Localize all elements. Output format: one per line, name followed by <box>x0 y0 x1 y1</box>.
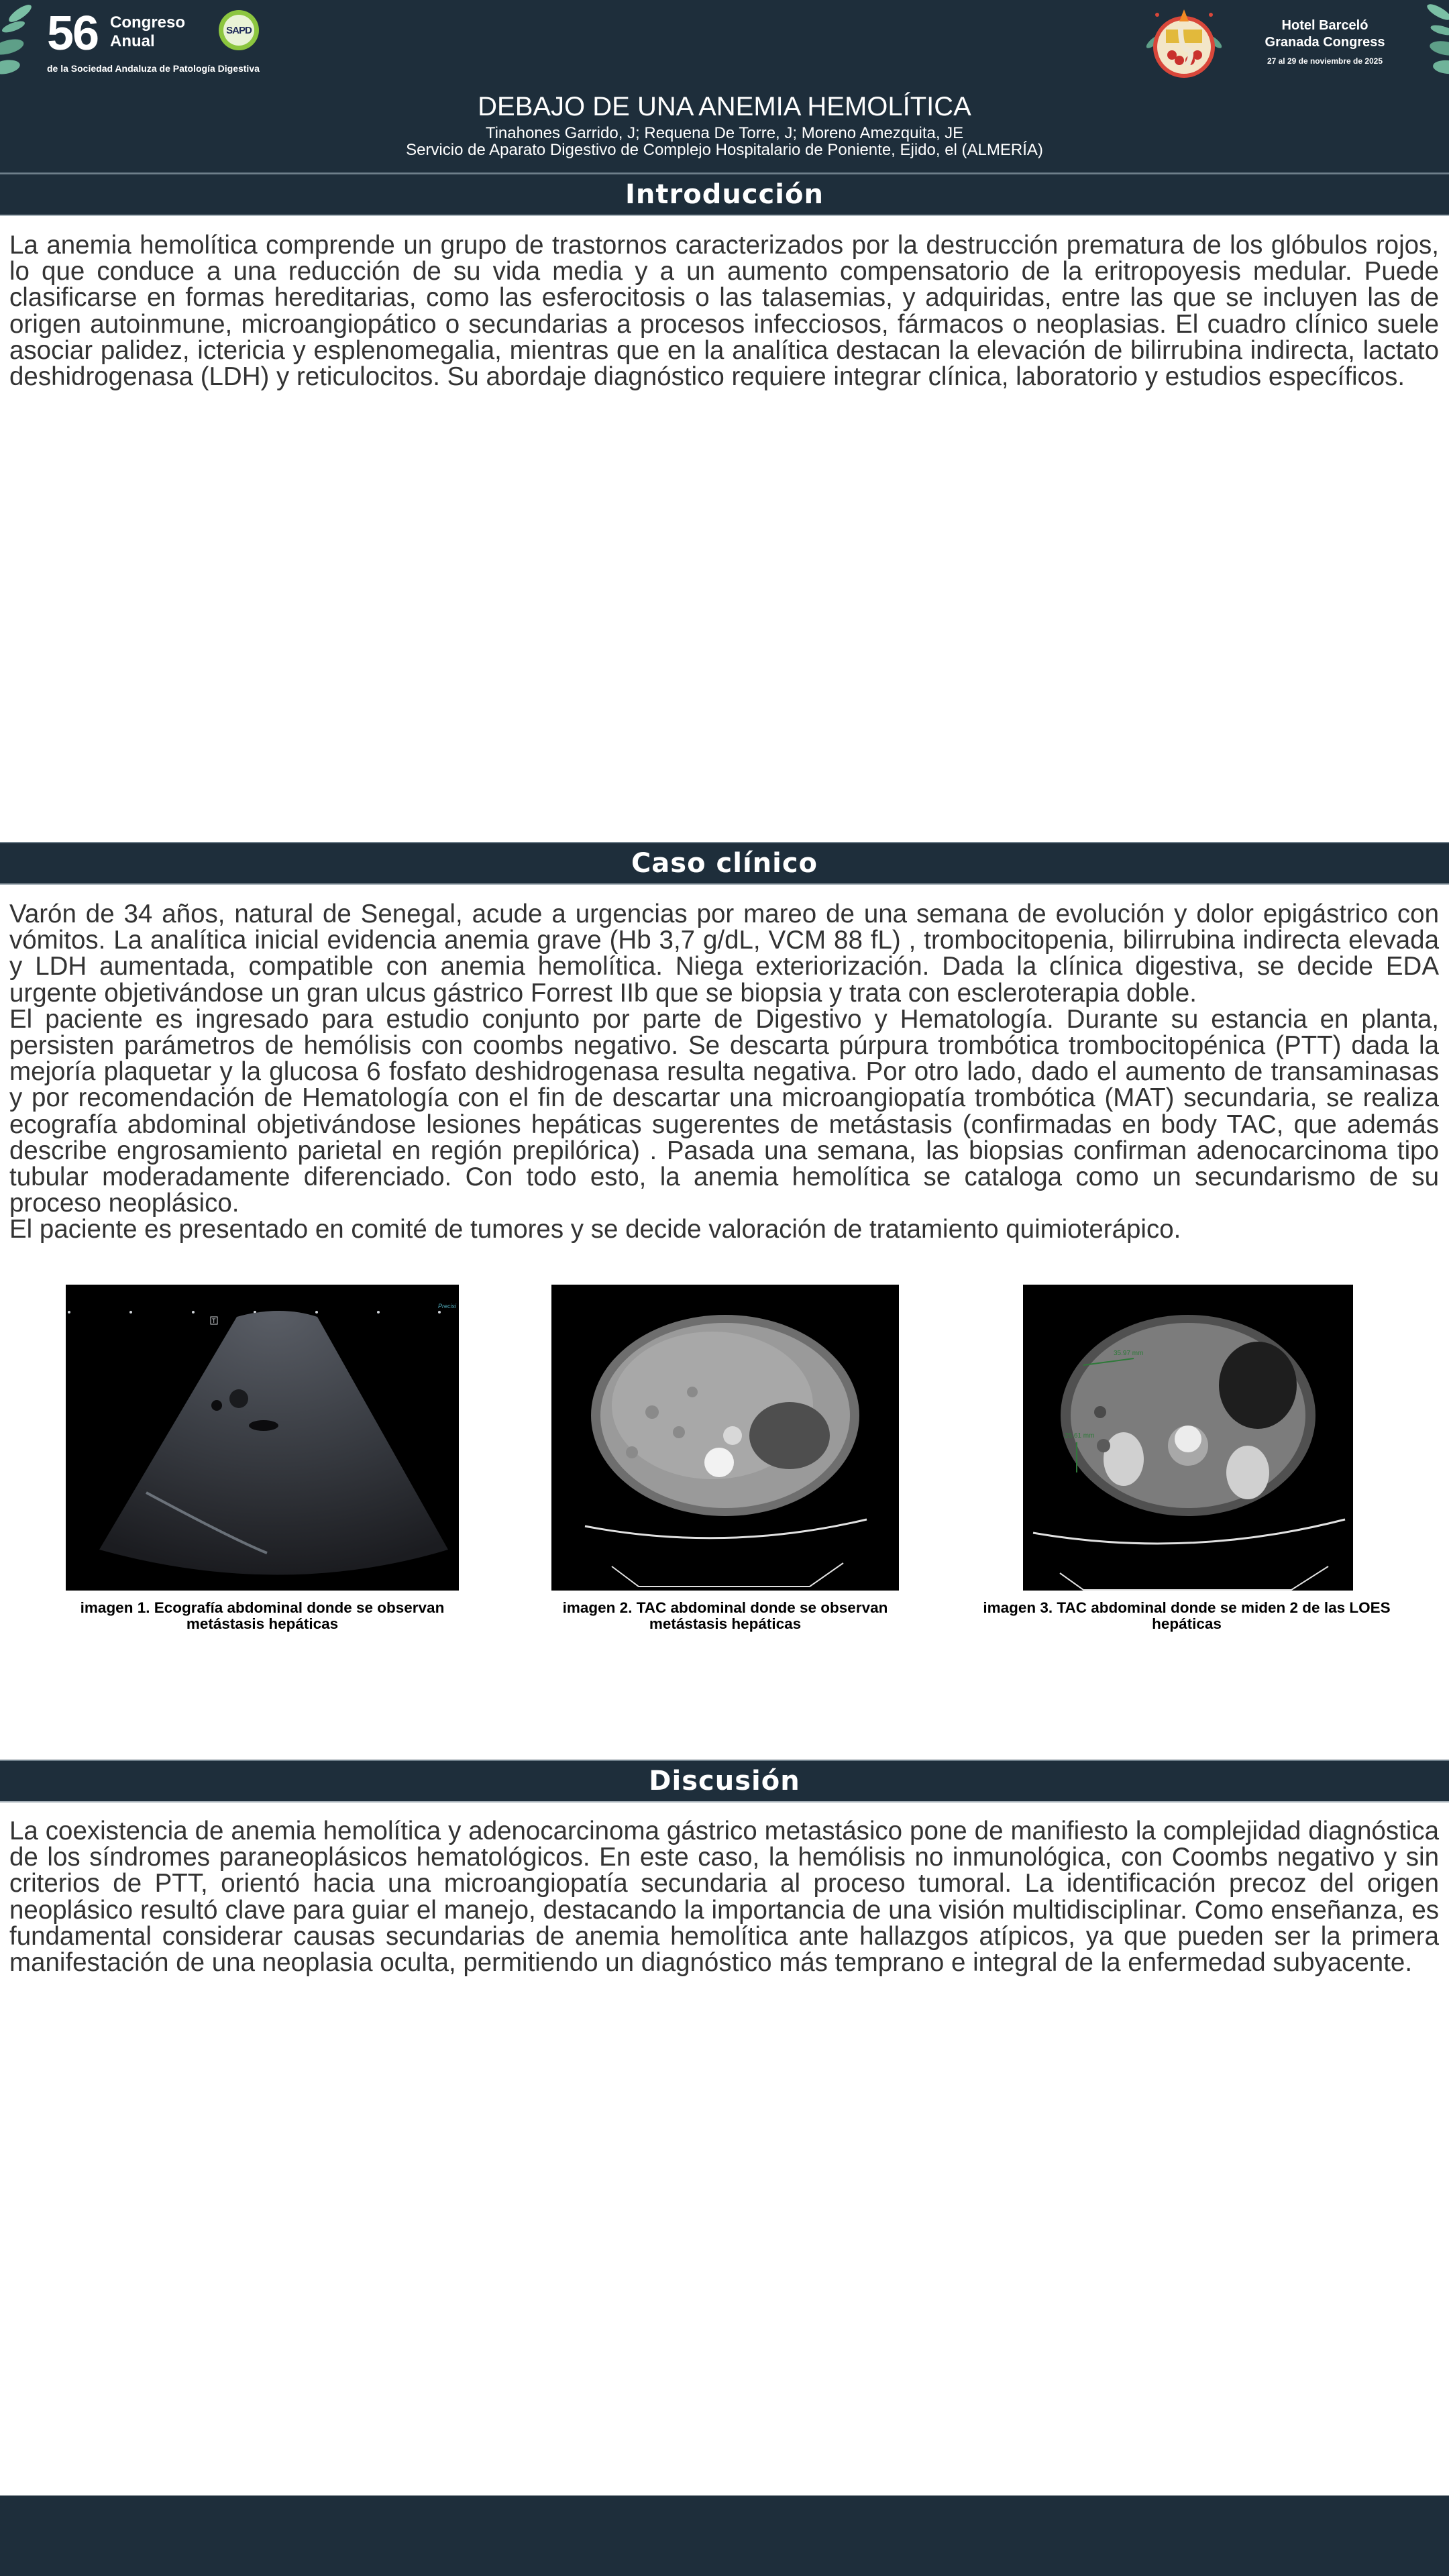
ultrasound-image[interactable] <box>66 1285 459 1591</box>
section-title-intro: Introducción <box>625 179 824 210</box>
measurement-label-1: 35.97 mm <box>1114 1350 1144 1357</box>
case-paragraph-1: Varón de 34 años, natural de Senegal, acude a urgencias por mareo de una semana de evolución y dolor epigástrico con vómitos. La analítica inicial evidencia anemia grave (Hb 3,7 g/dL, VCM 88 fL) , trombocitopenia, bilirrubina indirecta elevada y LDH aumentada, compatible con anemia hemolítica. Niega exteriorización. Dada la clínica digestiva, se decide EDA urgente objetivándose un gran ulcus gástrico Forrest IIb que se biopsia y trata con escleroterapia doble. <box>9 900 1439 1008</box>
sapd-logo-text: SAPD <box>223 15 254 46</box>
figure-caption-2: imagen 2. TAC abdominal donde se observan metástasis hepáticas <box>562 1599 888 1632</box>
ultrasound-marker-label: T <box>212 1318 216 1324</box>
congress-word-congreso: Congreso <box>110 13 186 32</box>
society-name: de la Sociedad Andaluza de Patología Digestiva <box>47 63 260 74</box>
section-header-case <box>0 842 1449 885</box>
venue-dates: 27 al 29 de noviembre de 2025 <box>1267 56 1383 66</box>
leaf-decoration-left-icon <box>0 0 40 84</box>
figure-ct-2 <box>981 1285 1393 1632</box>
discussion-body <box>9 1818 1439 1976</box>
measurement-label-2: 25.61 mm <box>1065 1432 1095 1440</box>
section-title-discussion: Discusión <box>649 1766 800 1796</box>
ct-scan-icon <box>551 1285 899 1591</box>
section-header-intro <box>0 173 1449 216</box>
section-title-case: Caso clínico <box>631 848 818 879</box>
section-header-discussion <box>0 1760 1449 1803</box>
leaf-decoration-right-icon <box>1415 0 1449 84</box>
ct-scan-measured-icon <box>1023 1285 1353 1591</box>
poster-affiliation: Servicio de Aparato Digestivo de Complejo Hospitalario de Poniente, Ejido, el (ALMERÍA) <box>406 141 1043 159</box>
figure-ultrasound <box>66 1285 459 1632</box>
case-paragraph-3: El paciente es presentado en comité de tumores y se decide valoración de tratamiento quimioterápico. <box>9 1215 1181 1244</box>
figure-caption-3: imagen 3. TAC abdominal donde se miden 2 de las LOES hepáticas <box>983 1599 1391 1632</box>
intro-body <box>9 232 1439 390</box>
figure-ct-1 <box>551 1285 899 1632</box>
congress-word-anual: Anual <box>110 32 155 50</box>
ct-image-2[interactable] <box>1023 1285 1353 1591</box>
poster-header <box>0 0 1449 173</box>
poster-footer <box>0 2496 1449 2576</box>
ct-image-1[interactable] <box>551 1285 899 1591</box>
poster-authors: Tinahones Garrido, J; Requena De Torre, J; Moreno Amezquita, JE <box>485 124 964 142</box>
poster-title: DEBAJO DE UNA ANEMIA HEMOLÍTICA <box>478 92 971 121</box>
case-paragraph-2: El paciente es ingresado para estudio conjunto por parte de Digestivo y Hematología. Durante su estancia en planta, persisten parámetros de hemólisis con coombs negativo. Se descarta púrpura trombótica trombocitopénica (PTT) dada la mejoría plaquetar y la glucosa 6 fosfato deshidrogenasa resulta negativa. Por otro lado, dado el aumento de transaminasas y por recomendación de Hematología con el fin de descartar una microangiopatía trombótica (MAT) secundaria, se realiza ecografía abdominal objetivándose lesiones hepáticas sugerentes de metástasis (confirmadas en body TAC, que además describe engrosamiento parietal en región prepilórica) . Pasada una semana, las biopsias confirman adenocarcinoma tipo tubular moderadamente diferenciado. Con todo esto, la anemia hemolítica se cataloga como un secundarismo de su proceso neoplásico. <box>9 1004 1439 1218</box>
sapd-logo-icon <box>219 10 259 50</box>
case-body <box>9 901 1439 1243</box>
ultrasound-scan-icon <box>66 1285 459 1591</box>
venue-name: Granada Congress <box>1265 35 1385 50</box>
venue-info <box>1241 17 1409 66</box>
ultrasound-brand-label: Precisi <box>438 1303 457 1309</box>
congress-logo <box>47 9 329 76</box>
pomegranate-emblem-icon <box>1140 1 1228 82</box>
congress-number: 56 <box>47 7 99 60</box>
intro-paragraph: La anemia hemolítica comprende un grupo de trastornos caracterizados por la destrucción prematura de los glóbulos rojos, lo que conduce a una reducción de su vida media y a un aumento compensatorio de la eritropoyesis medular. Puede clasificarse en formas hereditarias, como las esferocitosis o las talasemias, y adquiridas, entre las que se incluyen las de origen autoinmune, microangiopático o secundarias a procesos infecciosos, fármacos o neoplasias. El cuadro clínico suele asociar palidez, ictericia y esplenomegalia, mientras que en la analítica destacan la elevación de bilirrubina indirecta, lactato deshidrogenasa (LDH) y reticulocitos. Su abordaje diagnóstico requiere integrar clínica, laboratorio y estudios específicos. <box>9 231 1439 392</box>
venue-hotel: Hotel Barceló <box>1281 18 1368 33</box>
discussion-paragraph: La coexistencia de anemia hemolítica y adenocarcinoma gástrico metastásico pone de manifiesto la complejidad diagnóstica de los síndromes paraneoplásicos hematológicos. En este caso, la hemólisis no inmunológica, con Coombs negativo y sin criterios de PTT, orientó hacia una microangiopatía secundaria al proceso tumoral. La identificación precoz del origen neoplásico resultó clave para guiar el manejo, destacando la importancia de una visión multidisciplinar. Como enseñanza, es fundamental considerar causas secundarias de anemia hemolítica ante hallazgos atípicos, ya que pueden ser la primera manifestación de una neoplasia oculta, permitiendo un diagnóstico más temprano e integral de la enfermedad subyacente. <box>9 1817 1439 1978</box>
figure-caption-1: imagen 1. Ecografía abdominal donde se observan metástasis hepáticas <box>80 1599 445 1632</box>
